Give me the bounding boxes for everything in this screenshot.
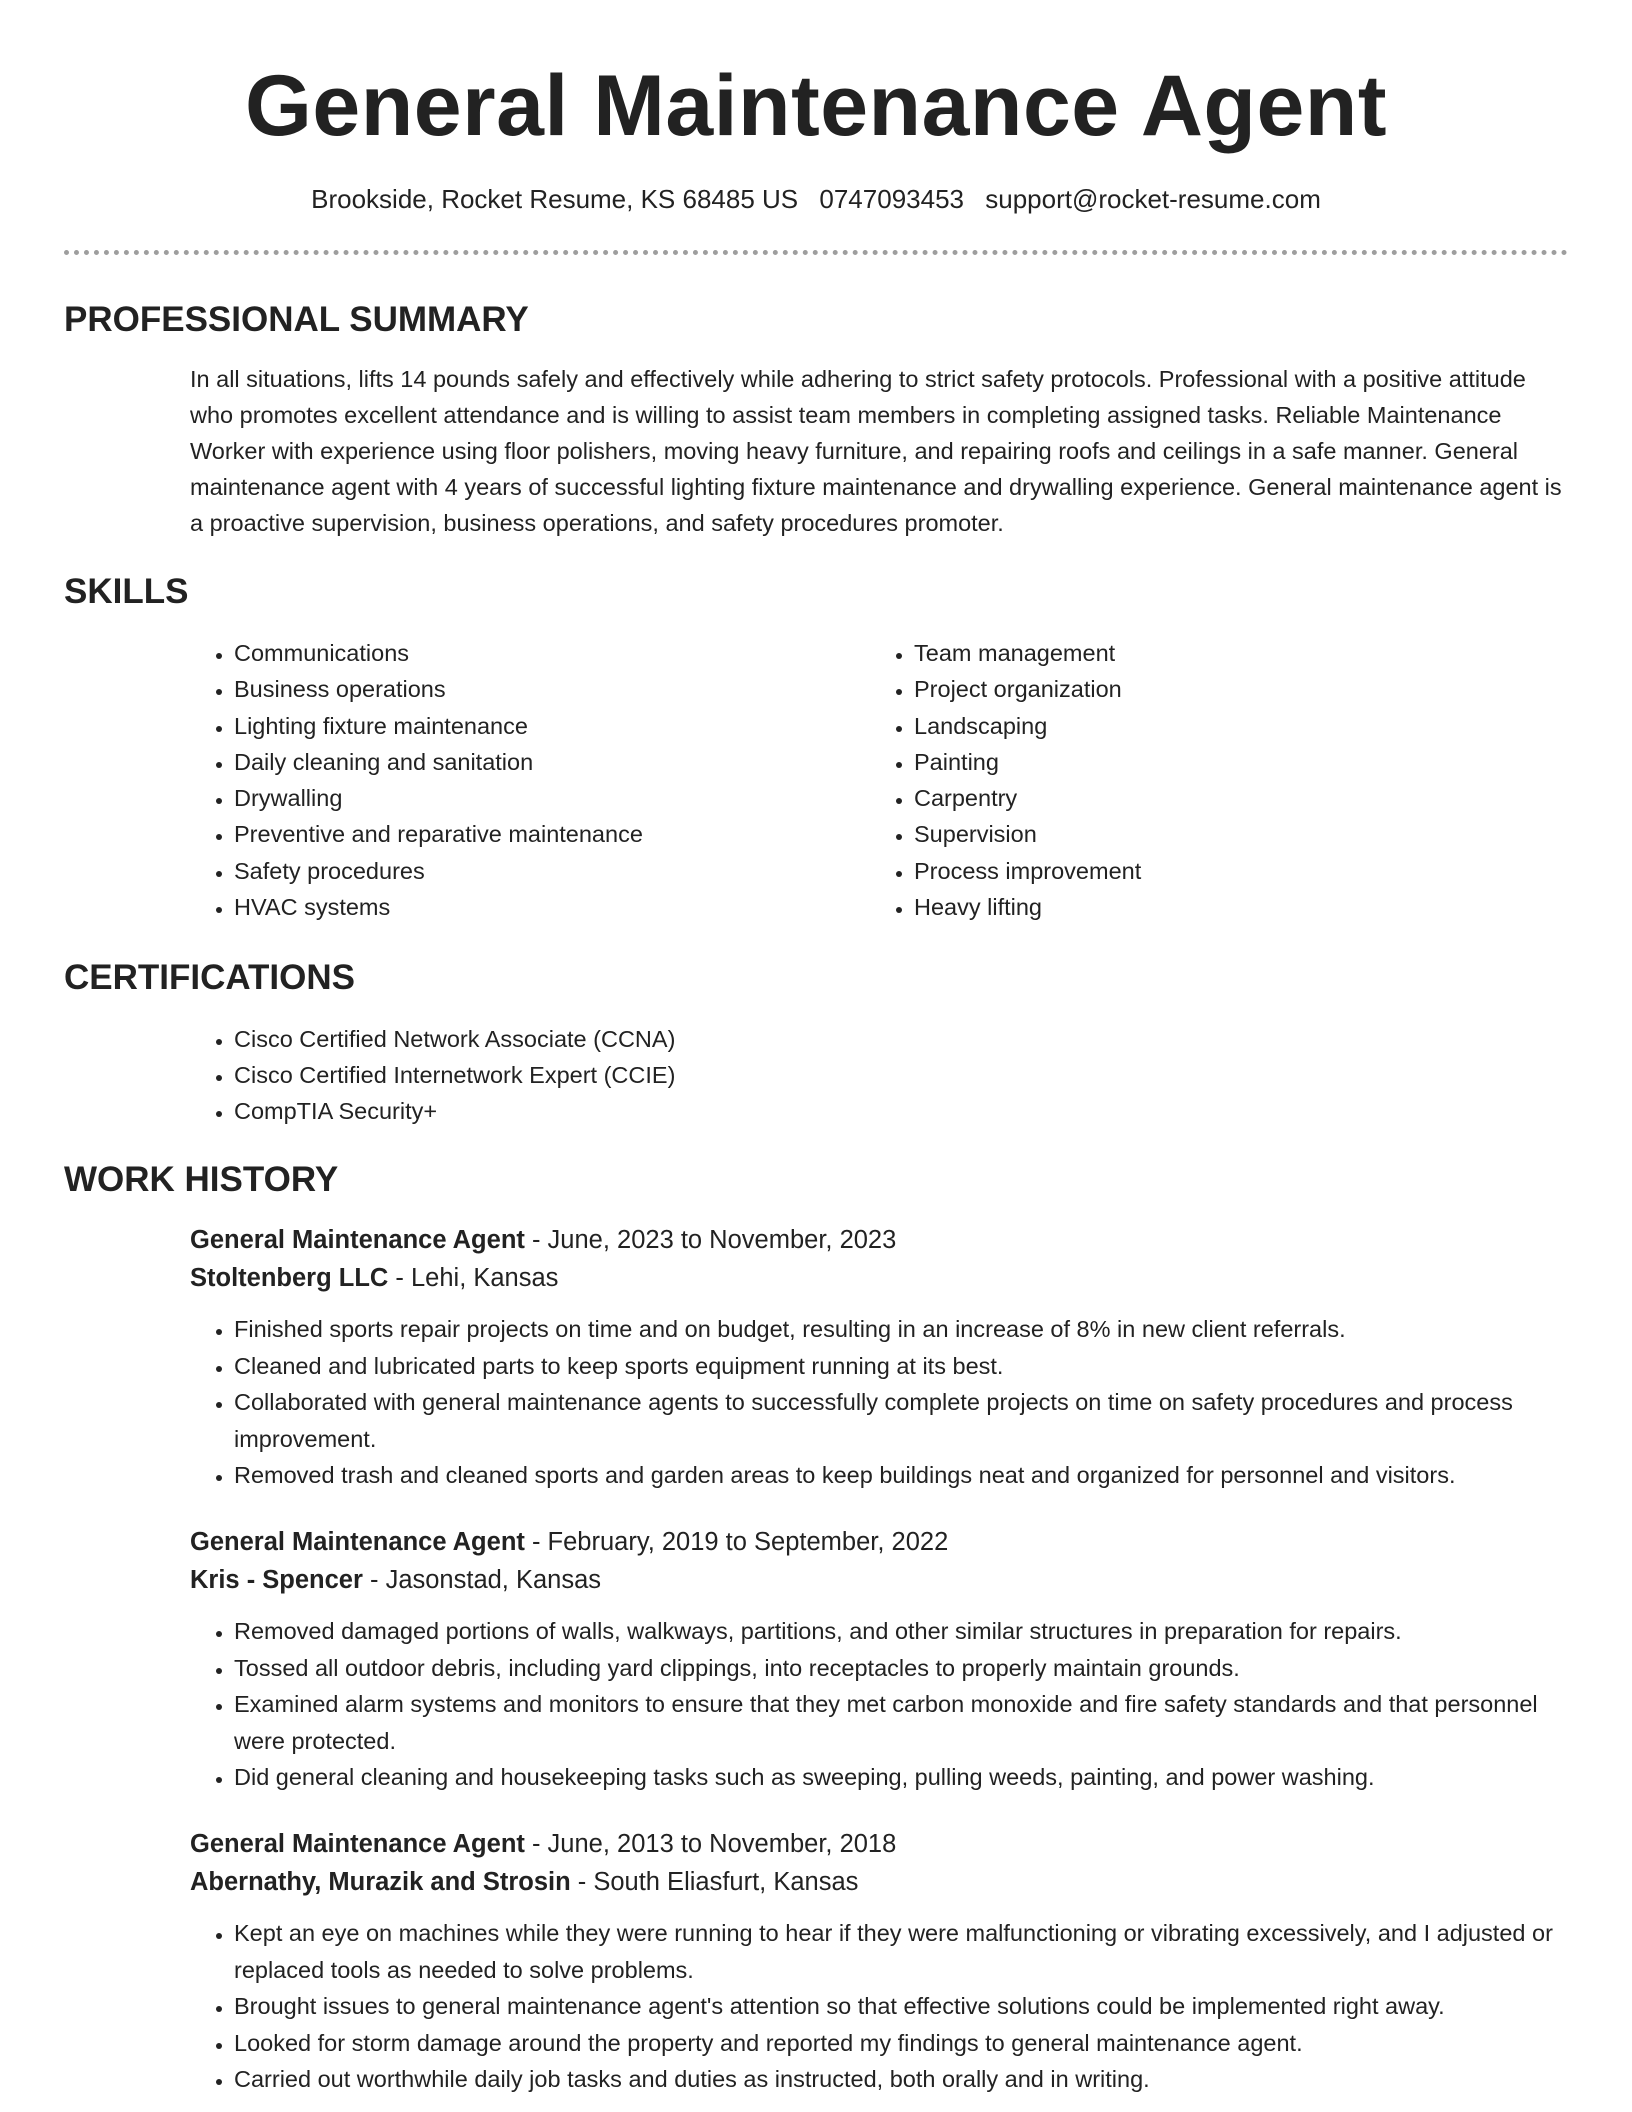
candidate-name: General Maintenance Agent bbox=[245, 58, 1387, 154]
job-dates: - June, 2013 to November, 2018 bbox=[524, 1830, 897, 1859]
job-title-line bbox=[190, 1221, 1568, 1259]
contact-address: Brookside, Rocket Resume, KS 68485 US bbox=[311, 184, 799, 214]
certifications-list bbox=[190, 1021, 1568, 1129]
job-title-line bbox=[190, 1523, 1568, 1561]
job-company: Stoltenberg LLC bbox=[190, 1264, 389, 1293]
job-dates: - June, 2023 to November, 2023 bbox=[524, 1226, 897, 1255]
skills-column-left bbox=[190, 635, 870, 925]
work-history-heading: WORK HISTORY bbox=[64, 1160, 339, 1200]
responsibility-item: • Finished sports repair projects on time and on budget, resulting in an increase of 8% in new client referrals. bbox=[234, 1311, 1568, 1347]
contact-email: support@rocket-resume.com bbox=[985, 184, 1321, 214]
responsibility-item: • Examined alarm systems and monitors to ensure that they met carbon monoxide and fire safety standards and that personnel were protected. bbox=[234, 1686, 1568, 1759]
skill-item: • Process improvement bbox=[914, 853, 1514, 889]
job-role: General Maintenance Agent bbox=[190, 1226, 525, 1255]
skill-item: • Preventive and reparative maintenance bbox=[234, 816, 870, 852]
skill-item: • Supervision bbox=[914, 816, 1514, 852]
job-company: Kris - Spencer bbox=[190, 1566, 363, 1595]
responsibility-item: • Kept an eye on machines while they were running to hear if they were malfunctioning or vibrating excessively, and I adjusted or replaced tools as needed to solve problems. bbox=[234, 1915, 1568, 1988]
certification-item: • CompTIA Security+ bbox=[234, 1093, 1568, 1129]
responsibility-item: • Tossed all outdoor debris, including yard clippings, into receptacles to properly maintain grounds. bbox=[234, 1650, 1568, 1686]
job-location: - Jasonstad, Kansas bbox=[362, 1566, 602, 1595]
skill-item: • Project organization bbox=[914, 671, 1514, 707]
job-responsibilities bbox=[190, 1613, 1568, 1795]
skill-item: • Business operations bbox=[234, 671, 870, 707]
job-role: General Maintenance Agent bbox=[190, 1830, 525, 1859]
skill-item: • Safety procedures bbox=[234, 853, 870, 889]
resume-page bbox=[64, 0, 1568, 2097]
skill-item: • Carpentry bbox=[914, 780, 1514, 816]
skill-item: • Team management bbox=[914, 635, 1514, 671]
summary-text: In all situations, lifts 14 pounds safely and effectively while adhering to strict safety protocols. Professional with a positive attitude who promotes excellent attendance and is willing to assist team members in completing assigned tasks. Reliable Maintenance Worker with experience using floor polishers, moving heavy furniture, and repairing roofs and ceilings in a safe manner. General maintenance agent with 4 years of successful lighting fixture maintenance and drywalling experience. General maintenance agent is a proactive supervision, business operations, and safety procedures promoter. bbox=[190, 366, 1562, 536]
skills-heading: SKILLS bbox=[64, 572, 189, 611]
job-location: - Lehi, Kansas bbox=[388, 1264, 559, 1293]
responsibility-item: • Carried out worthwhile daily job tasks and duties as instructed, both orally and in writing. bbox=[234, 2061, 1568, 2097]
contact-phone: 0747093453 bbox=[819, 184, 964, 214]
contact-line bbox=[64, 182, 1568, 216]
skill-item: • Landscaping bbox=[914, 708, 1514, 744]
skills-list bbox=[190, 635, 1568, 925]
skills-column-right bbox=[870, 635, 1514, 925]
responsibility-item: • Looked for storm damage around the property and reported my findings to general maintenance agent. bbox=[234, 2025, 1568, 2061]
responsibility-item: • Did general cleaning and housekeeping tasks such as sweeping, pulling weeds, painting, and power washing. bbox=[234, 1759, 1568, 1795]
job-company-line bbox=[190, 1863, 1568, 1901]
job-entry bbox=[190, 1825, 1568, 2097]
responsibility-item: • Cleaned and lubricated parts to keep sports equipment running at its best. bbox=[234, 1348, 1568, 1384]
skill-item: • Drywalling bbox=[234, 780, 870, 816]
job-title-line bbox=[190, 1825, 1568, 1863]
skill-item: • HVAC systems bbox=[234, 889, 870, 925]
responsibility-item: • Removed damaged portions of walls, walkways, partitions, and other similar structures in preparation for repairs. bbox=[234, 1613, 1568, 1649]
skill-item: • Heavy lifting bbox=[914, 889, 1514, 925]
job-company-line bbox=[190, 1259, 1568, 1297]
skill-item: • Communications bbox=[234, 635, 870, 671]
header-divider bbox=[64, 250, 1568, 255]
job-company-line bbox=[190, 1561, 1568, 1599]
responsibility-item: • Collaborated with general maintenance agents to successfully complete projects on time on safety procedures and process improvement. bbox=[234, 1384, 1568, 1457]
certification-item: • Cisco Certified Network Associate (CCNA) bbox=[234, 1021, 1568, 1057]
skill-item: • Daily cleaning and sanitation bbox=[234, 744, 870, 780]
job-dates: - February, 2019 to September, 2022 bbox=[524, 1528, 949, 1557]
job-role: General Maintenance Agent bbox=[190, 1528, 525, 1557]
job-responsibilities bbox=[190, 1915, 1568, 2097]
responsibility-item: • Brought issues to general maintenance agent's attention so that effective solutions could be implemented right away. bbox=[234, 1988, 1568, 2024]
certification-item: • Cisco Certified Internetwork Expert (CCIE) bbox=[234, 1057, 1568, 1093]
job-location: - South Eliasfurt, Kansas bbox=[570, 1868, 859, 1897]
skill-item: • Painting bbox=[914, 744, 1514, 780]
resume-header bbox=[64, 0, 1568, 216]
skill-item: • Lighting fixture maintenance bbox=[234, 708, 870, 744]
summary-heading: PROFESSIONAL SUMMARY bbox=[64, 300, 529, 339]
job-responsibilities bbox=[190, 1311, 1568, 1493]
responsibility-item: • Removed trash and cleaned sports and garden areas to keep buildings neat and organized for personnel and visitors. bbox=[234, 1457, 1568, 1493]
job-entry bbox=[190, 1221, 1568, 1493]
job-company: Abernathy, Murazik and Strosin bbox=[190, 1868, 571, 1897]
job-entry bbox=[190, 1523, 1568, 1795]
certifications-heading: CERTIFICATIONS bbox=[64, 958, 356, 998]
